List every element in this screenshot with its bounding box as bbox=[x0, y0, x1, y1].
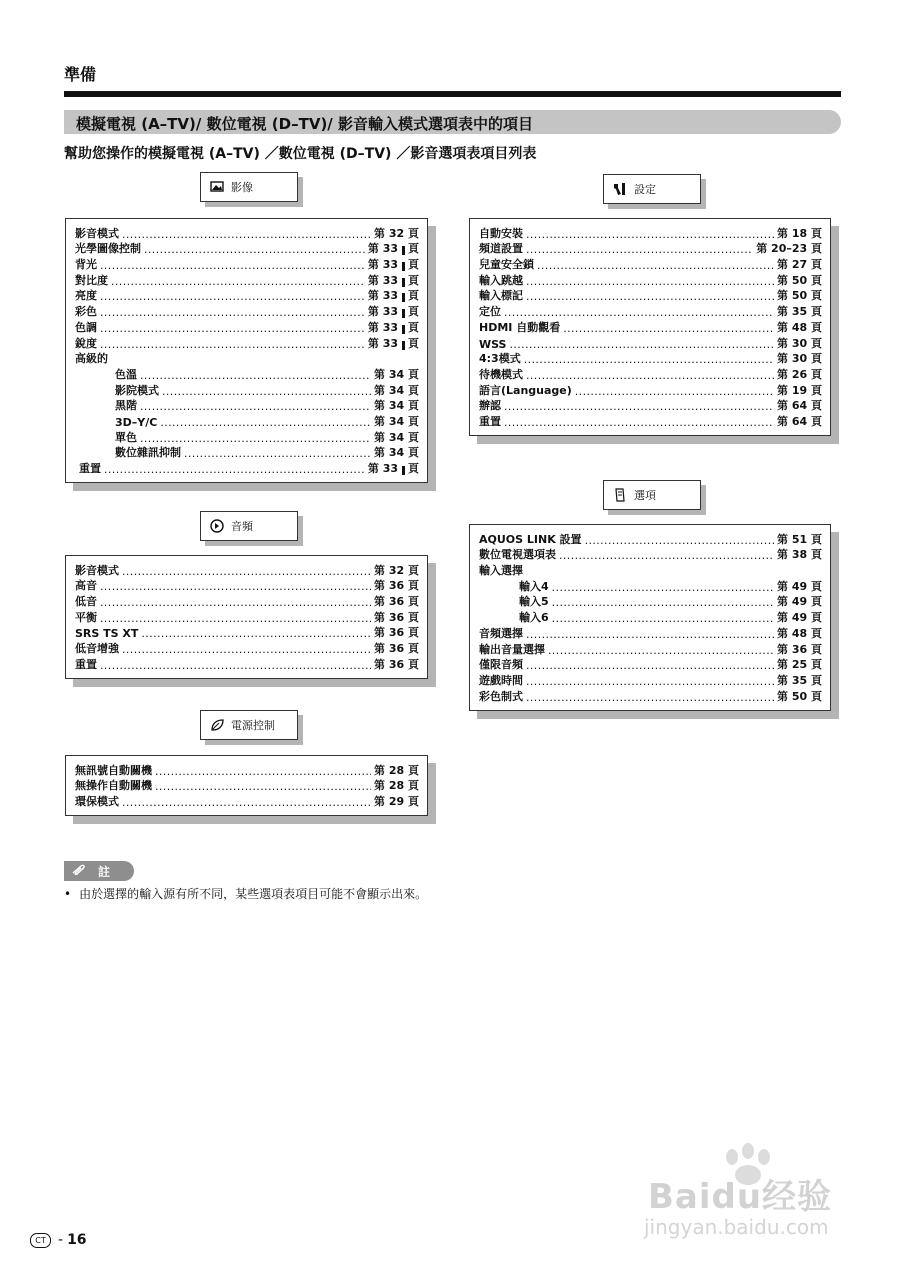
page-ref-text: 第 33 bbox=[367, 320, 398, 334]
page-ref bbox=[374, 366, 419, 382]
page-suffix: 頁 bbox=[408, 305, 419, 319]
menu-item bbox=[479, 562, 822, 578]
menu-item-label: 亮度 bbox=[75, 289, 97, 303]
dot-leader bbox=[526, 228, 774, 241]
menu-item bbox=[75, 460, 419, 476]
menu-item bbox=[479, 272, 822, 288]
top-rule bbox=[64, 91, 841, 97]
note-bar bbox=[64, 861, 134, 881]
watermark-main: Baidu经验 bbox=[648, 1177, 833, 1217]
menu-item bbox=[479, 531, 822, 547]
page-ref bbox=[777, 688, 822, 704]
menu-item-label: 4:3模式 bbox=[479, 352, 521, 366]
menu-item bbox=[75, 303, 419, 319]
menu-item bbox=[75, 778, 419, 794]
page-ref-text: 第 34 頁 bbox=[374, 399, 419, 413]
page-ref bbox=[374, 762, 419, 778]
menu-item bbox=[75, 319, 419, 335]
dot-leader bbox=[526, 290, 774, 303]
page-ref bbox=[374, 225, 419, 241]
options-icon bbox=[612, 487, 628, 503]
dot-leader bbox=[140, 432, 371, 445]
page-ref bbox=[777, 335, 822, 351]
dot-leader bbox=[160, 416, 371, 429]
page-ref-text: 第 50 頁 bbox=[777, 273, 822, 287]
page-ref-text: 第 36 頁 bbox=[374, 642, 419, 656]
menu-item bbox=[479, 657, 822, 673]
page-ref bbox=[374, 640, 419, 656]
menu-item-label: HDMI 自動觀看 bbox=[479, 320, 561, 334]
menu-item-label: 色調 bbox=[75, 320, 97, 334]
dot-leader bbox=[548, 644, 774, 657]
page-suffix: 頁 bbox=[408, 258, 419, 272]
menu-item bbox=[75, 288, 419, 304]
page-number: 16 bbox=[67, 1232, 87, 1248]
page-ref bbox=[777, 625, 822, 641]
menu-item-label: 對比度 bbox=[75, 273, 108, 287]
page-ref bbox=[777, 413, 822, 429]
page-ref-text: 第 26 頁 bbox=[777, 367, 822, 381]
menu-item bbox=[75, 656, 419, 672]
page-ref-text: 第 33 bbox=[367, 336, 398, 350]
page-ref bbox=[777, 350, 822, 366]
page-title: 模擬電視 (A–TV)/ 數位電視 (D–TV)/ 影音輸入模式選項表中的項目 bbox=[76, 115, 534, 133]
dot-leader bbox=[122, 228, 371, 241]
page-ref bbox=[374, 397, 419, 413]
menu-item bbox=[75, 762, 419, 778]
page-ref bbox=[777, 531, 822, 547]
dot-leader bbox=[111, 275, 365, 288]
note-label: 註 bbox=[98, 864, 111, 879]
tab-label: 電源控制 bbox=[231, 719, 275, 732]
menu-item-label: 輸出音量選擇 bbox=[479, 642, 545, 656]
tab-label: 選項 bbox=[634, 489, 656, 502]
page-ref bbox=[374, 656, 419, 672]
dot-leader bbox=[100, 322, 365, 335]
marker-bar bbox=[402, 309, 405, 318]
menu-item-label: 無操作自動關機 bbox=[75, 779, 152, 793]
tab-power bbox=[200, 710, 298, 740]
page-ref-text: 第 36 頁 bbox=[374, 579, 419, 593]
page-ref-text: 第 35 頁 bbox=[777, 673, 822, 687]
menu-item-label: AQUOS LINK 設置 bbox=[479, 532, 582, 546]
page-ref-text: 第 33 bbox=[367, 305, 398, 319]
menu-item-label: 輸入選擇 bbox=[479, 564, 523, 578]
menu-item bbox=[479, 382, 822, 398]
page-suffix: 頁 bbox=[408, 289, 419, 303]
page-suffix: 頁 bbox=[408, 336, 419, 350]
title-bar bbox=[64, 110, 841, 134]
page-ref bbox=[777, 656, 822, 672]
menu-item-label: 數位雜訊抑制 bbox=[115, 446, 181, 460]
page-ref-text: 第 28 頁 bbox=[374, 763, 419, 777]
page-ref-text: 第 30 頁 bbox=[777, 352, 822, 366]
page-ref-text: 第 49 頁 bbox=[777, 595, 822, 609]
menu-item-label: 頻道設置 bbox=[479, 242, 523, 256]
dot-leader bbox=[552, 581, 774, 594]
menu-item-label: 輸入4 bbox=[519, 579, 549, 593]
section-heading: 準備 bbox=[64, 65, 97, 84]
tab-setup bbox=[603, 174, 701, 204]
dot-leader bbox=[526, 243, 753, 256]
menu-item-label: 影音模式 bbox=[75, 226, 119, 240]
menu-item-label: 低音增強 bbox=[75, 642, 119, 656]
menu-item-label: 數位電視選項表 bbox=[479, 548, 556, 562]
menu-item bbox=[75, 398, 419, 414]
menu-item bbox=[479, 609, 822, 625]
menu-item-label: 色溫 bbox=[115, 367, 137, 381]
page-ref-text: 第 36 頁 bbox=[374, 657, 419, 671]
page-suffix: 頁 bbox=[408, 273, 419, 287]
page-ref bbox=[374, 444, 419, 460]
menu-item bbox=[479, 625, 822, 641]
menu-item-label: 輸入6 bbox=[519, 611, 549, 625]
menu-item-label: 定位 bbox=[479, 305, 501, 319]
menu-item-label: 環保模式 bbox=[75, 795, 119, 809]
tab-label: 設定 bbox=[634, 183, 656, 196]
page-ref bbox=[374, 793, 419, 809]
tab-audio bbox=[200, 511, 298, 541]
dot-leader bbox=[559, 549, 774, 562]
audio-menu-panel bbox=[65, 555, 428, 679]
menu-item bbox=[479, 303, 822, 319]
page-ref bbox=[777, 578, 822, 594]
page-ref bbox=[368, 272, 419, 288]
page-ref bbox=[374, 777, 419, 793]
menu-item bbox=[75, 351, 419, 367]
dot-leader bbox=[575, 385, 774, 398]
page-ref-text: 第 33 bbox=[367, 273, 398, 287]
page-ref bbox=[777, 397, 822, 413]
dot-leader bbox=[122, 565, 371, 578]
page-ref bbox=[374, 429, 419, 445]
page-ref bbox=[777, 366, 822, 382]
menu-item-label: 影音模式 bbox=[75, 563, 119, 577]
page-suffix: 頁 bbox=[408, 462, 419, 475]
menu-item-label: 自動安裝 bbox=[479, 226, 523, 240]
page-ref bbox=[777, 609, 822, 625]
dot-leader bbox=[100, 596, 371, 609]
menu-item-label: 黑階 bbox=[115, 399, 137, 413]
menu-item bbox=[479, 288, 822, 304]
picture-icon bbox=[209, 179, 225, 195]
menu-item-label: 背光 bbox=[75, 258, 97, 272]
menu-item-label: 重置 bbox=[479, 414, 501, 428]
dot-leader bbox=[526, 369, 774, 382]
dot-leader bbox=[552, 596, 774, 609]
page-ref-text: 第 48 頁 bbox=[777, 626, 822, 640]
menu-item bbox=[479, 413, 822, 429]
menu-item bbox=[75, 429, 419, 445]
page-ref bbox=[374, 593, 419, 609]
page-ref-text: 第 27 頁 bbox=[777, 258, 822, 272]
dot-leader bbox=[100, 338, 365, 351]
page-ref-text: 第 35 頁 bbox=[777, 305, 822, 319]
page-ref-text: 第 49 頁 bbox=[777, 611, 822, 625]
page-ref bbox=[368, 460, 419, 476]
dot-leader bbox=[552, 612, 774, 625]
dot-leader bbox=[162, 385, 371, 398]
page-ref-text: 第 51 頁 bbox=[777, 532, 822, 546]
page-ref-text: 第 36 頁 bbox=[374, 626, 419, 640]
menu-item-label: 遊戲時間 bbox=[479, 673, 523, 687]
page-ref bbox=[374, 413, 419, 429]
dot-leader bbox=[504, 306, 774, 319]
dot-leader bbox=[100, 290, 365, 303]
page-suffix: 頁 bbox=[408, 242, 419, 256]
page-ref-text: 第 34 頁 bbox=[374, 430, 419, 444]
menu-item-label: 語言(Language) bbox=[479, 383, 572, 397]
dot-leader bbox=[524, 353, 774, 366]
menu-item-label: WSS bbox=[479, 337, 507, 351]
leaf-icon bbox=[209, 717, 225, 733]
page-subtitle: 幫助您操作的模擬電視 (A–TV) ／數位電視 (D–TV) ／影音選項表項目列表 bbox=[64, 146, 537, 162]
page-ref bbox=[777, 272, 822, 288]
menu-item bbox=[479, 225, 822, 241]
marker-bar bbox=[402, 325, 405, 334]
dot-leader bbox=[184, 447, 371, 460]
page-ref bbox=[777, 287, 822, 303]
page-ref-text: 第 49 頁 bbox=[777, 579, 822, 593]
menu-item bbox=[479, 256, 822, 272]
dot-leader bbox=[509, 338, 774, 351]
dot-leader bbox=[155, 765, 371, 778]
menu-item-label: 輸入5 bbox=[519, 595, 549, 609]
menu-item-label: 影院模式 bbox=[115, 383, 159, 397]
menu-item bbox=[479, 641, 822, 657]
dot-leader bbox=[100, 580, 371, 593]
page-ref-text: 第 50 頁 bbox=[777, 289, 822, 303]
menu-item-label: 輸入跳越 bbox=[479, 273, 523, 287]
menu-item-label: 3D–Y/C bbox=[115, 415, 158, 429]
menu-item bbox=[479, 688, 822, 704]
page-ref bbox=[368, 240, 419, 256]
menu-item-label: 僅限音頻 bbox=[479, 658, 523, 672]
menu-item bbox=[75, 413, 419, 429]
marker-bar bbox=[402, 341, 405, 350]
menu-item bbox=[75, 625, 419, 641]
watermark-sub: jingyan.baidu.com bbox=[644, 1215, 829, 1239]
page-ref-text: 第 34 頁 bbox=[374, 383, 419, 397]
menu-item-label: 無訊號自動關機 bbox=[75, 763, 152, 777]
dot-leader bbox=[526, 628, 774, 641]
menu-item-label: 彩色 bbox=[75, 305, 97, 319]
page-ref-text: 第 18 頁 bbox=[777, 226, 822, 240]
menu-item bbox=[75, 366, 419, 382]
page-ref bbox=[368, 319, 419, 335]
menu-item bbox=[75, 225, 419, 241]
menu-item bbox=[75, 640, 419, 656]
page-ref-text: 第 38 頁 bbox=[777, 548, 822, 562]
page-ref bbox=[374, 577, 419, 593]
page-ref-text: 第 36 頁 bbox=[777, 642, 822, 656]
page-ref-text: 第 48 頁 bbox=[777, 320, 822, 334]
baidu-watermark bbox=[640, 1145, 860, 1245]
menu-item bbox=[75, 335, 419, 351]
dot-leader bbox=[100, 659, 371, 672]
page-footer bbox=[30, 1232, 87, 1248]
menu-item-label: 辦認 bbox=[479, 399, 501, 413]
page-ref-text: 第 32 頁 bbox=[374, 226, 419, 240]
page-ref-text: 第 32 頁 bbox=[374, 563, 419, 577]
dot-leader bbox=[526, 275, 774, 288]
paperclip-icon bbox=[70, 862, 88, 881]
page-ref-text: 第 34 頁 bbox=[374, 446, 419, 460]
tab-label: 音頻 bbox=[231, 520, 253, 533]
options-menu-panel bbox=[469, 524, 831, 711]
menu-item bbox=[75, 256, 419, 272]
dot-leader bbox=[141, 627, 371, 640]
dot-leader bbox=[526, 659, 774, 672]
menu-item-label: 光學圖像控制 bbox=[75, 242, 141, 256]
note-body: 由於選擇的輸入源有所不同，某些選項表項目可能不會顯示出來。 bbox=[79, 887, 428, 901]
page-ref bbox=[756, 240, 822, 256]
dot-leader bbox=[155, 780, 371, 793]
menu-item bbox=[479, 366, 822, 382]
dot-leader bbox=[526, 691, 774, 704]
page-ref bbox=[777, 319, 822, 335]
menu-item bbox=[479, 578, 822, 594]
dot-leader bbox=[122, 643, 371, 656]
page-ref-text: 第 19 頁 bbox=[777, 383, 822, 397]
menu-item bbox=[479, 398, 822, 414]
power-menu-panel bbox=[65, 755, 428, 816]
menu-item bbox=[75, 382, 419, 398]
dot-leader bbox=[100, 306, 365, 319]
dot-leader bbox=[104, 463, 365, 476]
menu-item-label: 輸入標記 bbox=[479, 289, 523, 303]
marker-bar bbox=[402, 246, 405, 255]
dot-leader bbox=[100, 259, 365, 272]
menu-item bbox=[75, 562, 419, 578]
tab-picture bbox=[200, 172, 298, 202]
menu-item bbox=[479, 319, 822, 335]
menu-item-label: 低音 bbox=[75, 595, 97, 609]
page-ref-text: 第 64 頁 bbox=[777, 399, 822, 413]
menu-item-label: 銳度 bbox=[75, 336, 97, 350]
page-ref-text: 第 50 頁 bbox=[777, 689, 822, 703]
page-ref bbox=[368, 303, 419, 319]
page-ref bbox=[777, 672, 822, 688]
dot-leader bbox=[526, 675, 774, 688]
page-ref-text: 第 25 頁 bbox=[777, 658, 822, 672]
menu-item-label: 重置 bbox=[79, 462, 101, 475]
menu-item-label: 高音 bbox=[75, 579, 97, 593]
page-ref bbox=[374, 562, 419, 578]
dot-leader bbox=[504, 400, 774, 413]
page-ref bbox=[777, 256, 822, 272]
language-badge: CT bbox=[30, 1233, 51, 1248]
page-ref-text: 第 34 頁 bbox=[374, 367, 419, 381]
page-ref bbox=[777, 593, 822, 609]
menu-item-label: 彩色制式 bbox=[479, 689, 523, 703]
dot-leader bbox=[144, 243, 365, 256]
footer-dash: - bbox=[58, 1232, 64, 1248]
page-ref-text: 第 33 bbox=[367, 462, 398, 475]
dot-leader bbox=[100, 612, 371, 625]
marker-bar bbox=[402, 262, 405, 271]
menu-item bbox=[479, 594, 822, 610]
note-bullet: • bbox=[64, 887, 72, 901]
page-ref-text: 第 33 bbox=[367, 289, 398, 303]
page-ref bbox=[777, 641, 822, 657]
page-ref bbox=[368, 256, 419, 272]
dot-leader bbox=[537, 259, 774, 272]
page-ref-text: 第 33 bbox=[367, 258, 398, 272]
tab-label: 影像 bbox=[231, 181, 253, 194]
note-text bbox=[64, 885, 427, 902]
dot-leader bbox=[504, 416, 774, 429]
page-ref bbox=[374, 609, 419, 625]
page-ref bbox=[777, 303, 822, 319]
menu-item bbox=[75, 793, 419, 809]
menu-item-label: 高級的 bbox=[75, 352, 108, 366]
tab-options bbox=[603, 480, 701, 510]
dot-leader bbox=[140, 369, 371, 382]
menu-item bbox=[75, 445, 419, 461]
menu-item bbox=[75, 272, 419, 288]
menu-item bbox=[75, 609, 419, 625]
menu-item-label: 待機模式 bbox=[479, 367, 523, 381]
menu-item-label: 單色 bbox=[115, 430, 137, 444]
page-suffix: 頁 bbox=[408, 320, 419, 334]
setup-menu-panel bbox=[469, 218, 831, 436]
menu-item-label: SRS TS XT bbox=[75, 627, 139, 641]
menu-item bbox=[479, 547, 822, 563]
page-ref-text: 第 20–23 頁 bbox=[756, 242, 822, 256]
menu-item bbox=[479, 241, 822, 257]
page-ref bbox=[777, 546, 822, 562]
page-ref-text: 第 30 頁 bbox=[777, 336, 822, 350]
page-ref-text: 第 34 頁 bbox=[374, 414, 419, 428]
page-ref-text: 第 29 頁 bbox=[374, 795, 419, 809]
tools-icon bbox=[612, 181, 628, 197]
dot-leader bbox=[140, 400, 371, 413]
dot-leader bbox=[122, 796, 371, 809]
menu-item bbox=[479, 351, 822, 367]
menu-item-label: 平衡 bbox=[75, 610, 97, 624]
menu-item bbox=[479, 672, 822, 688]
menu-item bbox=[75, 578, 419, 594]
page-ref-text: 第 33 bbox=[367, 242, 398, 256]
page-ref-text: 第 28 頁 bbox=[374, 779, 419, 793]
page-ref bbox=[368, 335, 419, 351]
marker-bar bbox=[402, 466, 405, 475]
page-ref bbox=[374, 382, 419, 398]
dot-leader bbox=[585, 534, 774, 547]
page-ref-text: 第 36 頁 bbox=[374, 595, 419, 609]
menu-item bbox=[75, 593, 419, 609]
menu-item-label: 重置 bbox=[75, 657, 97, 671]
page-ref bbox=[368, 287, 419, 303]
menu-item bbox=[75, 241, 419, 257]
menu-item-label: 兒童安全鎖 bbox=[479, 258, 534, 272]
picture-menu-panel bbox=[65, 218, 428, 483]
page-ref bbox=[777, 225, 822, 241]
dot-leader bbox=[563, 322, 774, 335]
speaker-icon bbox=[209, 518, 225, 534]
page-ref-text: 第 36 頁 bbox=[374, 610, 419, 624]
page-ref-text: 第 64 頁 bbox=[777, 414, 822, 428]
menu-item bbox=[479, 335, 822, 351]
marker-bar bbox=[402, 293, 405, 302]
marker-bar bbox=[402, 278, 405, 287]
menu-item-label: 音頻選擇 bbox=[479, 626, 523, 640]
page-ref bbox=[777, 382, 822, 398]
page-ref bbox=[374, 624, 419, 640]
